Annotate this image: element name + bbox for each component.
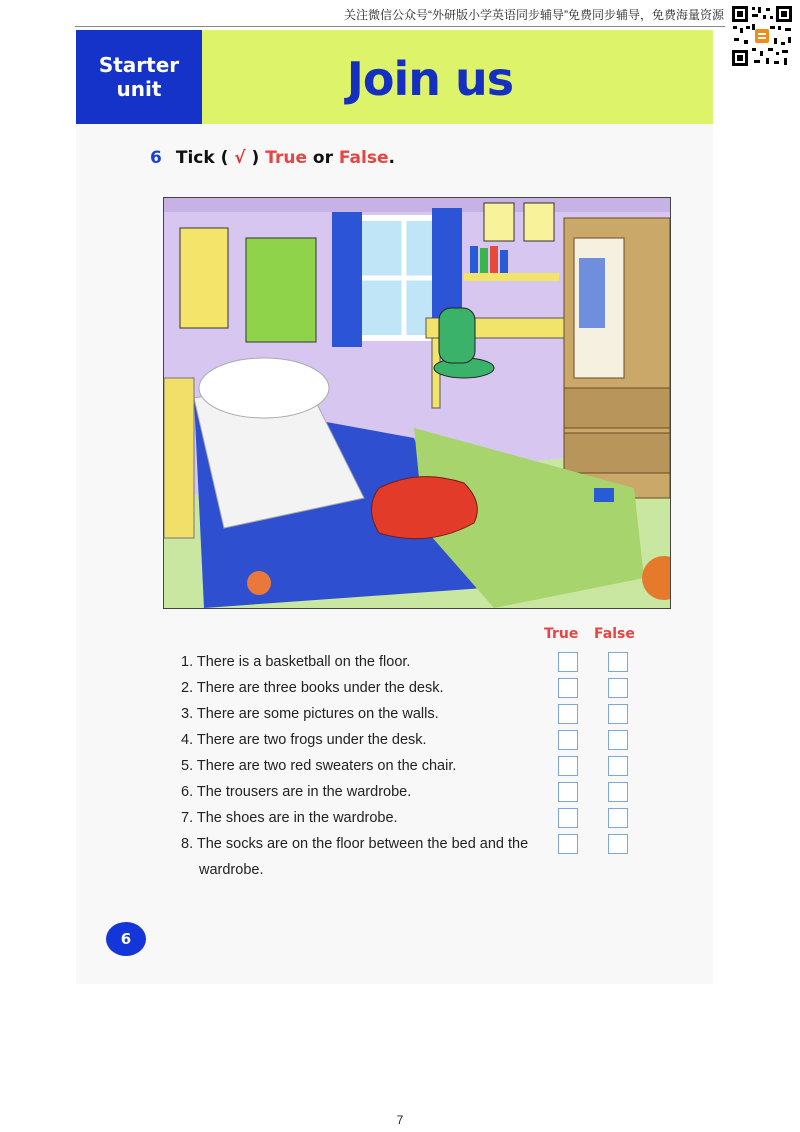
instruction-prefix: Tick (	[175, 148, 229, 168]
question-6: 6. The trousers are in the wardrobe.	[181, 784, 412, 800]
tick-icon: √	[234, 148, 246, 168]
false-checkbox-3[interactable]	[608, 704, 628, 724]
false-checkbox-8[interactable]	[608, 834, 628, 854]
question-8: 8. The socks are on the floor between the bed and the	[181, 836, 529, 852]
instruction-or-word: or	[312, 148, 333, 168]
true-checkbox-4[interactable]	[558, 730, 578, 750]
instruction-true-word: True	[265, 148, 307, 168]
true-checkbox-8[interactable]	[558, 834, 578, 854]
true-checkbox-1[interactable]	[558, 652, 578, 672]
false-checkbox-7[interactable]	[608, 808, 628, 828]
instruction-false-word: False	[338, 148, 389, 168]
true-checkbox-2[interactable]	[558, 678, 578, 698]
instruction-suffix: )	[251, 148, 260, 168]
question-7: 7. The shoes are in the wardrobe.	[181, 810, 398, 826]
unit-label-box	[76, 30, 202, 124]
top-divider	[75, 26, 725, 27]
page-title: Join us	[346, 52, 514, 106]
question-1: 1. There is a basketball on the floor.	[181, 654, 411, 670]
question-3: 3. There are some pictures on the walls.	[181, 706, 439, 722]
unit-label-line2: unit	[116, 77, 162, 101]
footer-page-number: 7	[396, 1113, 404, 1127]
page-number-badge: 6	[106, 922, 146, 956]
qr-code-icon	[730, 4, 794, 68]
false-checkbox-2[interactable]	[608, 678, 628, 698]
false-column-header: False	[594, 626, 635, 642]
true-checkbox-7[interactable]	[558, 808, 578, 828]
exercise-instruction	[150, 148, 395, 168]
question-5: 5. There are two red sweaters on the chair.	[181, 758, 457, 774]
false-checkbox-4[interactable]	[608, 730, 628, 750]
false-checkbox-1[interactable]	[608, 652, 628, 672]
false-checkbox-6[interactable]	[608, 782, 628, 802]
bedroom-illustration	[163, 197, 671, 609]
top-promo-note: 关注微信公众号“外研版小学英语同步辅导”免费同步辅导，免费海量资源	[344, 8, 724, 22]
instruction-period: .	[388, 148, 395, 168]
false-checkbox-5[interactable]	[608, 756, 628, 776]
true-checkbox-6[interactable]	[558, 782, 578, 802]
true-checkbox-5[interactable]	[558, 756, 578, 776]
question-2: 2. There are three books under the desk.	[181, 680, 444, 696]
question-8-continuation: wardrobe.	[199, 862, 264, 878]
question-4: 4. There are two frogs under the desk.	[181, 732, 427, 748]
true-checkbox-3[interactable]	[558, 704, 578, 724]
exercise-number: 6	[150, 148, 162, 168]
unit-label-line1: Starter	[98, 53, 180, 77]
true-column-header: True	[544, 626, 579, 642]
